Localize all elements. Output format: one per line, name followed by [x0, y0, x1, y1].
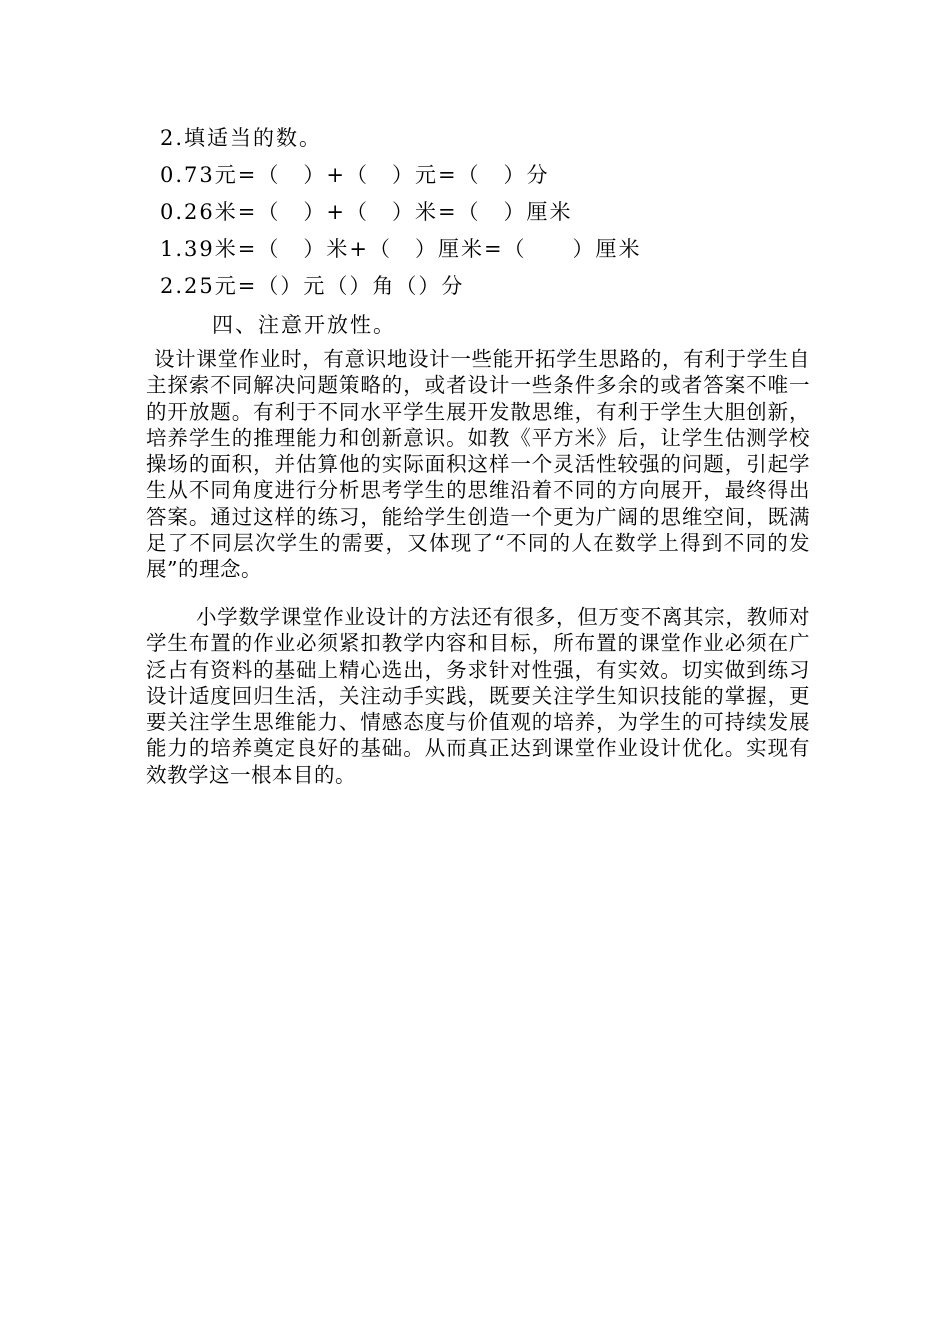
- paragraph-conclusion: 小学数学课堂作业设计的方法还有很多，但万变不离其宗，教师对学生布置的作业必须紧扣教学内容和目标，所布置的课堂作业必须在广泛占有资料的基础上精心选出，务求针对性强，有实效。切实做到练习设计适度回归生活，关注动手实践，既要关注学生知识技能的掌握，更要关注学生思维能力、情感态度与价值观的培养，为学生的可持续发展能力的培养奠定良好的基础。从而真正达到课堂作业设计优化。实现有效教学这一根本目的。: [146, 605, 810, 787]
- exercise-line-mi-limi-2: 1.39米=（ ）米+（ ）厘米=（ ）厘米: [160, 237, 642, 261]
- exercise-line-yuan-fen: 0.73元=（ ）+（ ）元=（ ）分: [160, 163, 550, 187]
- exercise-line-mi-limi: 0.26米=（ ）+（ ）米=（ ）厘米: [160, 200, 573, 224]
- exercise-title: 2.填适当的数。: [160, 126, 323, 150]
- exercise-line-yuan-jiao-fen: 2.25元=（）元（）角（）分: [160, 274, 465, 298]
- section-heading: 四、注意开放性。: [212, 313, 396, 337]
- paragraph-openness: 设计课堂作业时，有意识地设计一些能开拓学生思路的，有利于学生自主探索不同解决问题策略的，或者设计一些条件多余的或者答案不唯一的开放题。有利于不同水平学生展开发散思维，有利于学生大胆创新，培养学生的推理能力和创新意识。如教《平方米》后，让学生估测学校操场的面积，并估算他的实际面积这样一个灵活性较强的问题，引起学生从不同角度进行分析思考学生的思维沿着不同的方向展开，最终得出答案。通过这样的练习，能给学生创造一个更为广阔的思维空间，既满足了不同层次学生的需要，又体现了“不同的人在数学上得到不同的发展”的理念。: [146, 347, 810, 582]
